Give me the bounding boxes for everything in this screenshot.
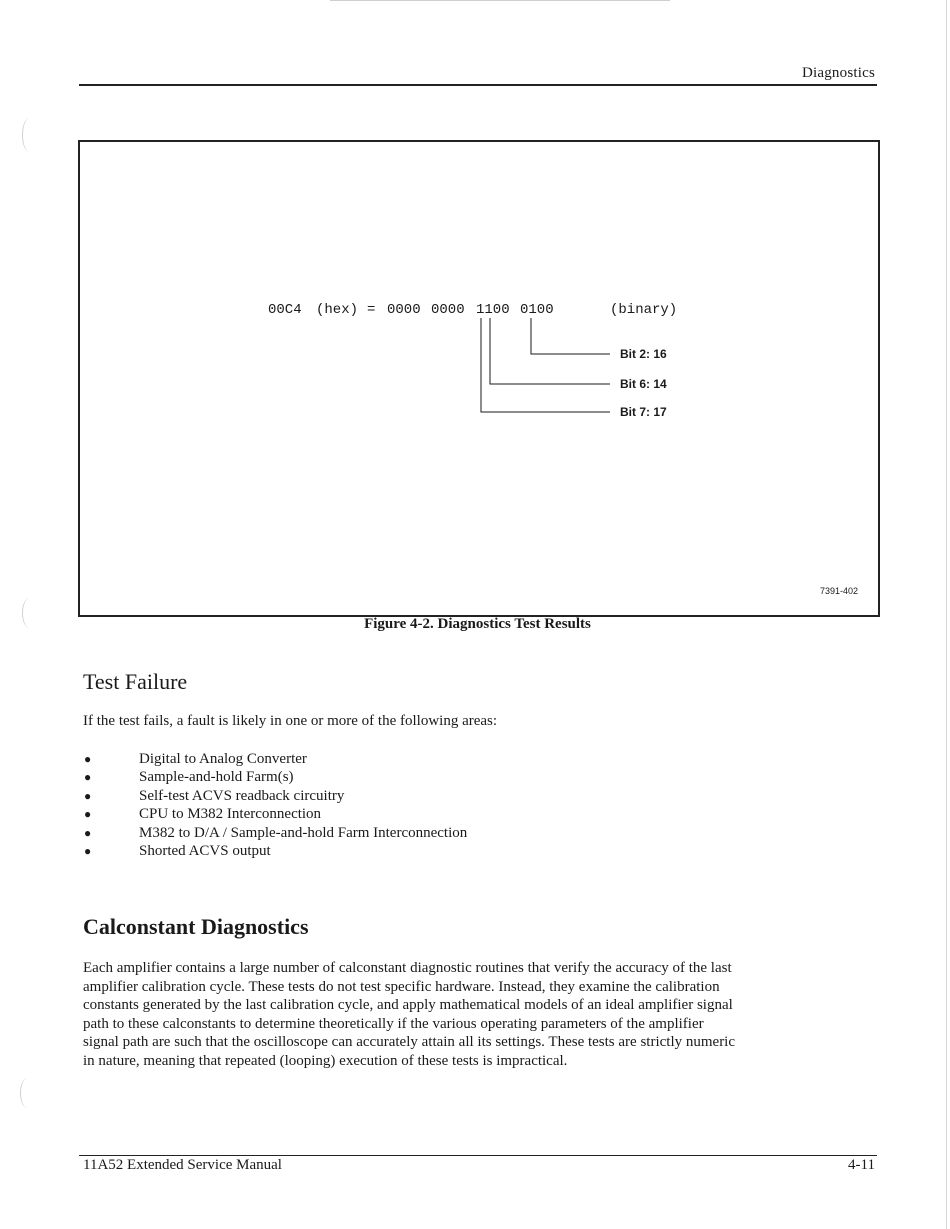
paragraph-line: Each amplifier contains a large number of calconstant diagnostic routines that verify the accuracy of the last <box>83 960 732 976</box>
bit-6-leader-line <box>490 318 610 384</box>
top-edge-mark <box>330 0 670 1</box>
header-rule <box>79 84 877 86</box>
binary-label: (binary) <box>610 302 678 318</box>
test-failure-intro: If the test fails, a fault is likely in one or more of the following areas: <box>83 713 498 729</box>
test-failure-heading: Test Failure <box>83 669 188 694</box>
diagnostics-result-diagram <box>80 142 878 615</box>
paragraph-line: signal path are such that the oscilloscope can accurately attain all its settings. These tests are strictly numeric <box>83 1034 736 1051</box>
hex-value: 00C4 <box>268 302 302 318</box>
bit-6-label: Bit 6: 14 <box>620 377 667 391</box>
running-header: Diagnostics <box>801 65 875 81</box>
paragraph-line: path to these calconstants to determine theoretically if the various operating parameters of the amplifier <box>83 1015 704 1032</box>
bullet-icon: ● <box>84 825 92 840</box>
binary-group: 0100 <box>520 302 554 318</box>
bit-2-label: Bit 2: 16 <box>620 347 667 361</box>
page-right-edge <box>946 0 947 1229</box>
bit-2-leader-line <box>531 318 610 354</box>
hex-label: (hex) <box>316 302 359 318</box>
binary-group: 0000 <box>431 302 465 318</box>
footer-rule <box>79 1155 877 1156</box>
bit-7-leader-line <box>481 318 610 412</box>
bullet-icon: ● <box>84 788 92 803</box>
binary-group: 0000 <box>387 302 421 318</box>
binder-hole-mark <box>20 1078 35 1108</box>
binary-group: 1100 <box>476 302 510 318</box>
calconstant-paragraph <box>83 959 883 1071</box>
paragraph-line: amplifier calibration cycle. These tests do not test specific hardware. Instead, they examine the calibration <box>83 978 720 995</box>
figure-caption: Figure 4-2. Diagnostics Test Results <box>364 616 591 632</box>
figure-frame <box>78 140 880 617</box>
paragraph-line: constants generated by the last calibration cycle, and apply mathematical models of an ideal amplifier signal <box>83 997 733 1014</box>
manual-title: 11A52 Extended Service Manual <box>83 1157 282 1173</box>
calconstant-heading: Calconstant Diagnostics <box>83 914 309 939</box>
page-number: 4-11 <box>848 1157 875 1173</box>
figure-id: 7391-402 <box>819 586 858 596</box>
paragraph-line: in nature, meaning that repeated (looping) execution of these tests is impractical. <box>83 1052 568 1069</box>
bullet-icon: ● <box>84 807 92 822</box>
bit-7-label: Bit 7: 17 <box>620 405 667 419</box>
bullet-icon: ● <box>84 770 92 785</box>
equals-sign: = <box>367 302 376 318</box>
binder-hole-mark <box>22 118 37 152</box>
bullet-icon: ● <box>84 752 92 766</box>
bullet-icon: ● <box>84 843 92 858</box>
